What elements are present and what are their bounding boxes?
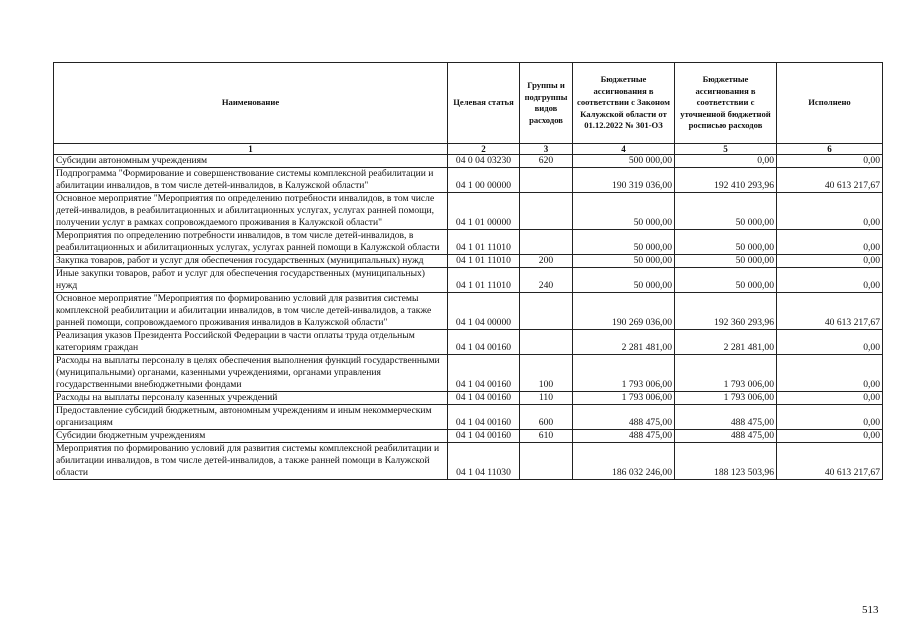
cell-executed: 0,00 <box>777 392 883 405</box>
cell-group: 600 <box>520 405 573 430</box>
col-number: 1 <box>54 144 448 155</box>
cell-target: 04 1 04 00000 <box>448 293 520 330</box>
cell-group: 610 <box>520 430 573 443</box>
cell-law: 2 281 481,00 <box>573 330 675 355</box>
cell-target: 04 1 00 00000 <box>448 168 520 193</box>
cell-group: 100 <box>520 355 573 392</box>
cell-executed: 0,00 <box>777 193 883 230</box>
table-row <box>54 193 883 230</box>
cell-group: 620 <box>520 155 573 168</box>
cell-law: 50 000,00 <box>573 193 675 230</box>
cell-law: 50 000,00 <box>573 230 675 255</box>
cell-group: 110 <box>520 392 573 405</box>
col-number: 6 <box>777 144 883 155</box>
table-row <box>54 443 883 480</box>
cell-group <box>520 293 573 330</box>
cell-refined: 488 475,00 <box>675 405 777 430</box>
cell-name: Мероприятия по формированию условий для развития системы комплексной реабилитации и абилитации инвалидов, в том числе детей-инвалидов, а также ранней помощи в Калужской области <box>54 443 448 480</box>
header-groups: Группы и подгруппы видов расходов <box>520 63 573 144</box>
cell-group: 200 <box>520 255 573 268</box>
table-row <box>54 293 883 330</box>
cell-executed: 40 613 217,67 <box>777 293 883 330</box>
cell-group <box>520 230 573 255</box>
col-number: 5 <box>675 144 777 155</box>
cell-target: 04 1 04 00160 <box>448 405 520 430</box>
cell-refined: 488 475,00 <box>675 430 777 443</box>
header-executed: Исполнено <box>777 63 883 144</box>
cell-target: 04 1 01 11010 <box>448 268 520 293</box>
cell-name: Подпрограмма "Формирование и совершенствование системы комплексной реабилитации и абилитации инвалидов, в том числе детей-инвалидов, в Калужской области" <box>54 168 448 193</box>
cell-executed: 40 613 217,67 <box>777 443 883 480</box>
header-refined: Бюджетные ассигнования в соответствии с уточненной бюджетной росписью расходов <box>675 63 777 144</box>
cell-refined: 50 000,00 <box>675 193 777 230</box>
cell-refined: 1 793 006,00 <box>675 392 777 405</box>
cell-name: Субсидии бюджетным учреждениям <box>54 430 448 443</box>
cell-target: 04 0 04 03230 <box>448 155 520 168</box>
table-row <box>54 268 883 293</box>
cell-name: Расходы на выплаты персоналу в целях обеспечения выполнения функций государственными (муниципальными) органами, казенными учреждениями, органами управления государственными внебюджетными фондами <box>54 355 448 392</box>
header-name: Наименование <box>54 63 448 144</box>
cell-law: 1 793 006,00 <box>573 355 675 392</box>
table-row <box>54 392 883 405</box>
cell-law: 190 319 036,00 <box>573 168 675 193</box>
cell-target: 04 1 04 11030 <box>448 443 520 480</box>
table-row <box>54 255 883 268</box>
cell-law: 190 269 036,00 <box>573 293 675 330</box>
cell-target: 04 1 04 00160 <box>448 330 520 355</box>
cell-target: 04 1 04 00160 <box>448 392 520 405</box>
cell-name: Основное мероприятие "Мероприятия по формированию условий для развития системы комплексной реабилитации и абилитации инвалидов, в том числе детей-инвалидов, а также ранней помощи, сопровождаемого проживания инвалидов в Калужской области" <box>54 293 448 330</box>
cell-group <box>520 443 573 480</box>
table-row <box>54 155 883 168</box>
cell-group: 240 <box>520 268 573 293</box>
table-row <box>54 330 883 355</box>
cell-refined: 2 281 481,00 <box>675 330 777 355</box>
table-row <box>54 430 883 443</box>
cell-executed: 0,00 <box>777 355 883 392</box>
cell-name: Субсидии автономным учреждениям <box>54 155 448 168</box>
cell-group <box>520 168 573 193</box>
cell-executed: 0,00 <box>777 268 883 293</box>
cell-name: Реализация указов Президента Российской Федерации в части оплаты труда отдельным категориям граждан <box>54 330 448 355</box>
cell-law: 50 000,00 <box>573 255 675 268</box>
cell-refined: 1 793 006,00 <box>675 355 777 392</box>
cell-name: Основное мероприятие "Мероприятия по определению потребности инвалидов, в том числе детей-инвалидов, в реабилитационных и абилитационных услугах, услугах ранней помощи, получении услуг в рамках сопровождаемого проживания в Калужской области" <box>54 193 448 230</box>
cell-refined: 50 000,00 <box>675 268 777 293</box>
col-number: 3 <box>520 144 573 155</box>
table-row <box>54 355 883 392</box>
cell-group <box>520 193 573 230</box>
cell-target: 04 1 04 00160 <box>448 430 520 443</box>
budget-table <box>53 62 883 480</box>
cell-executed: 0,00 <box>777 430 883 443</box>
cell-executed: 0,00 <box>777 330 883 355</box>
cell-executed: 0,00 <box>777 230 883 255</box>
cell-target: 04 1 01 00000 <box>448 193 520 230</box>
cell-refined: 50 000,00 <box>675 230 777 255</box>
cell-refined: 192 360 293,96 <box>675 293 777 330</box>
cell-refined: 50 000,00 <box>675 255 777 268</box>
cell-name: Закупка товаров, работ и услуг для обеспечения государственных (муниципальных) нужд <box>54 255 448 268</box>
cell-law: 488 475,00 <box>573 430 675 443</box>
col-number: 2 <box>448 144 520 155</box>
cell-target: 04 1 01 11010 <box>448 230 520 255</box>
cell-law: 1 793 006,00 <box>573 392 675 405</box>
cell-group <box>520 330 573 355</box>
page-number: 513 <box>862 604 879 616</box>
cell-law: 500 000,00 <box>573 155 675 168</box>
cell-refined: 0,00 <box>675 155 777 168</box>
cell-target: 04 1 04 00160 <box>448 355 520 392</box>
table-row <box>54 230 883 255</box>
cell-law: 50 000,00 <box>573 268 675 293</box>
header-target: Целевая статья <box>448 63 520 144</box>
cell-law: 488 475,00 <box>573 405 675 430</box>
cell-executed: 0,00 <box>777 255 883 268</box>
cell-executed: 40 613 217,67 <box>777 168 883 193</box>
cell-name: Расходы на выплаты персоналу казенных учреждений <box>54 392 448 405</box>
cell-target: 04 1 01 11010 <box>448 255 520 268</box>
cell-refined: 188 123 503,96 <box>675 443 777 480</box>
header-law: Бюджетные ассигнования в соответствии с Законом Калужской области от 01.12.2022 № 301-ОЗ <box>573 63 675 144</box>
cell-executed: 0,00 <box>777 405 883 430</box>
cell-law: 186 032 246,00 <box>573 443 675 480</box>
cell-name: Мероприятия по определению потребности инвалидов, в том числе детей-инвалидов, в реабилитационных и абилитационных услугах, услугах ранней помощи в Калужской области <box>54 230 448 255</box>
cell-refined: 192 410 293,96 <box>675 168 777 193</box>
cell-name: Предоставление субсидий бюджетным, автономным учреждениям и иным некоммерческим организациям <box>54 405 448 430</box>
table-row <box>54 168 883 193</box>
cell-executed: 0,00 <box>777 155 883 168</box>
table-row <box>54 405 883 430</box>
col-number: 4 <box>573 144 675 155</box>
cell-name: Иные закупки товаров, работ и услуг для обеспечения государственных (муниципальных) нужд <box>54 268 448 293</box>
